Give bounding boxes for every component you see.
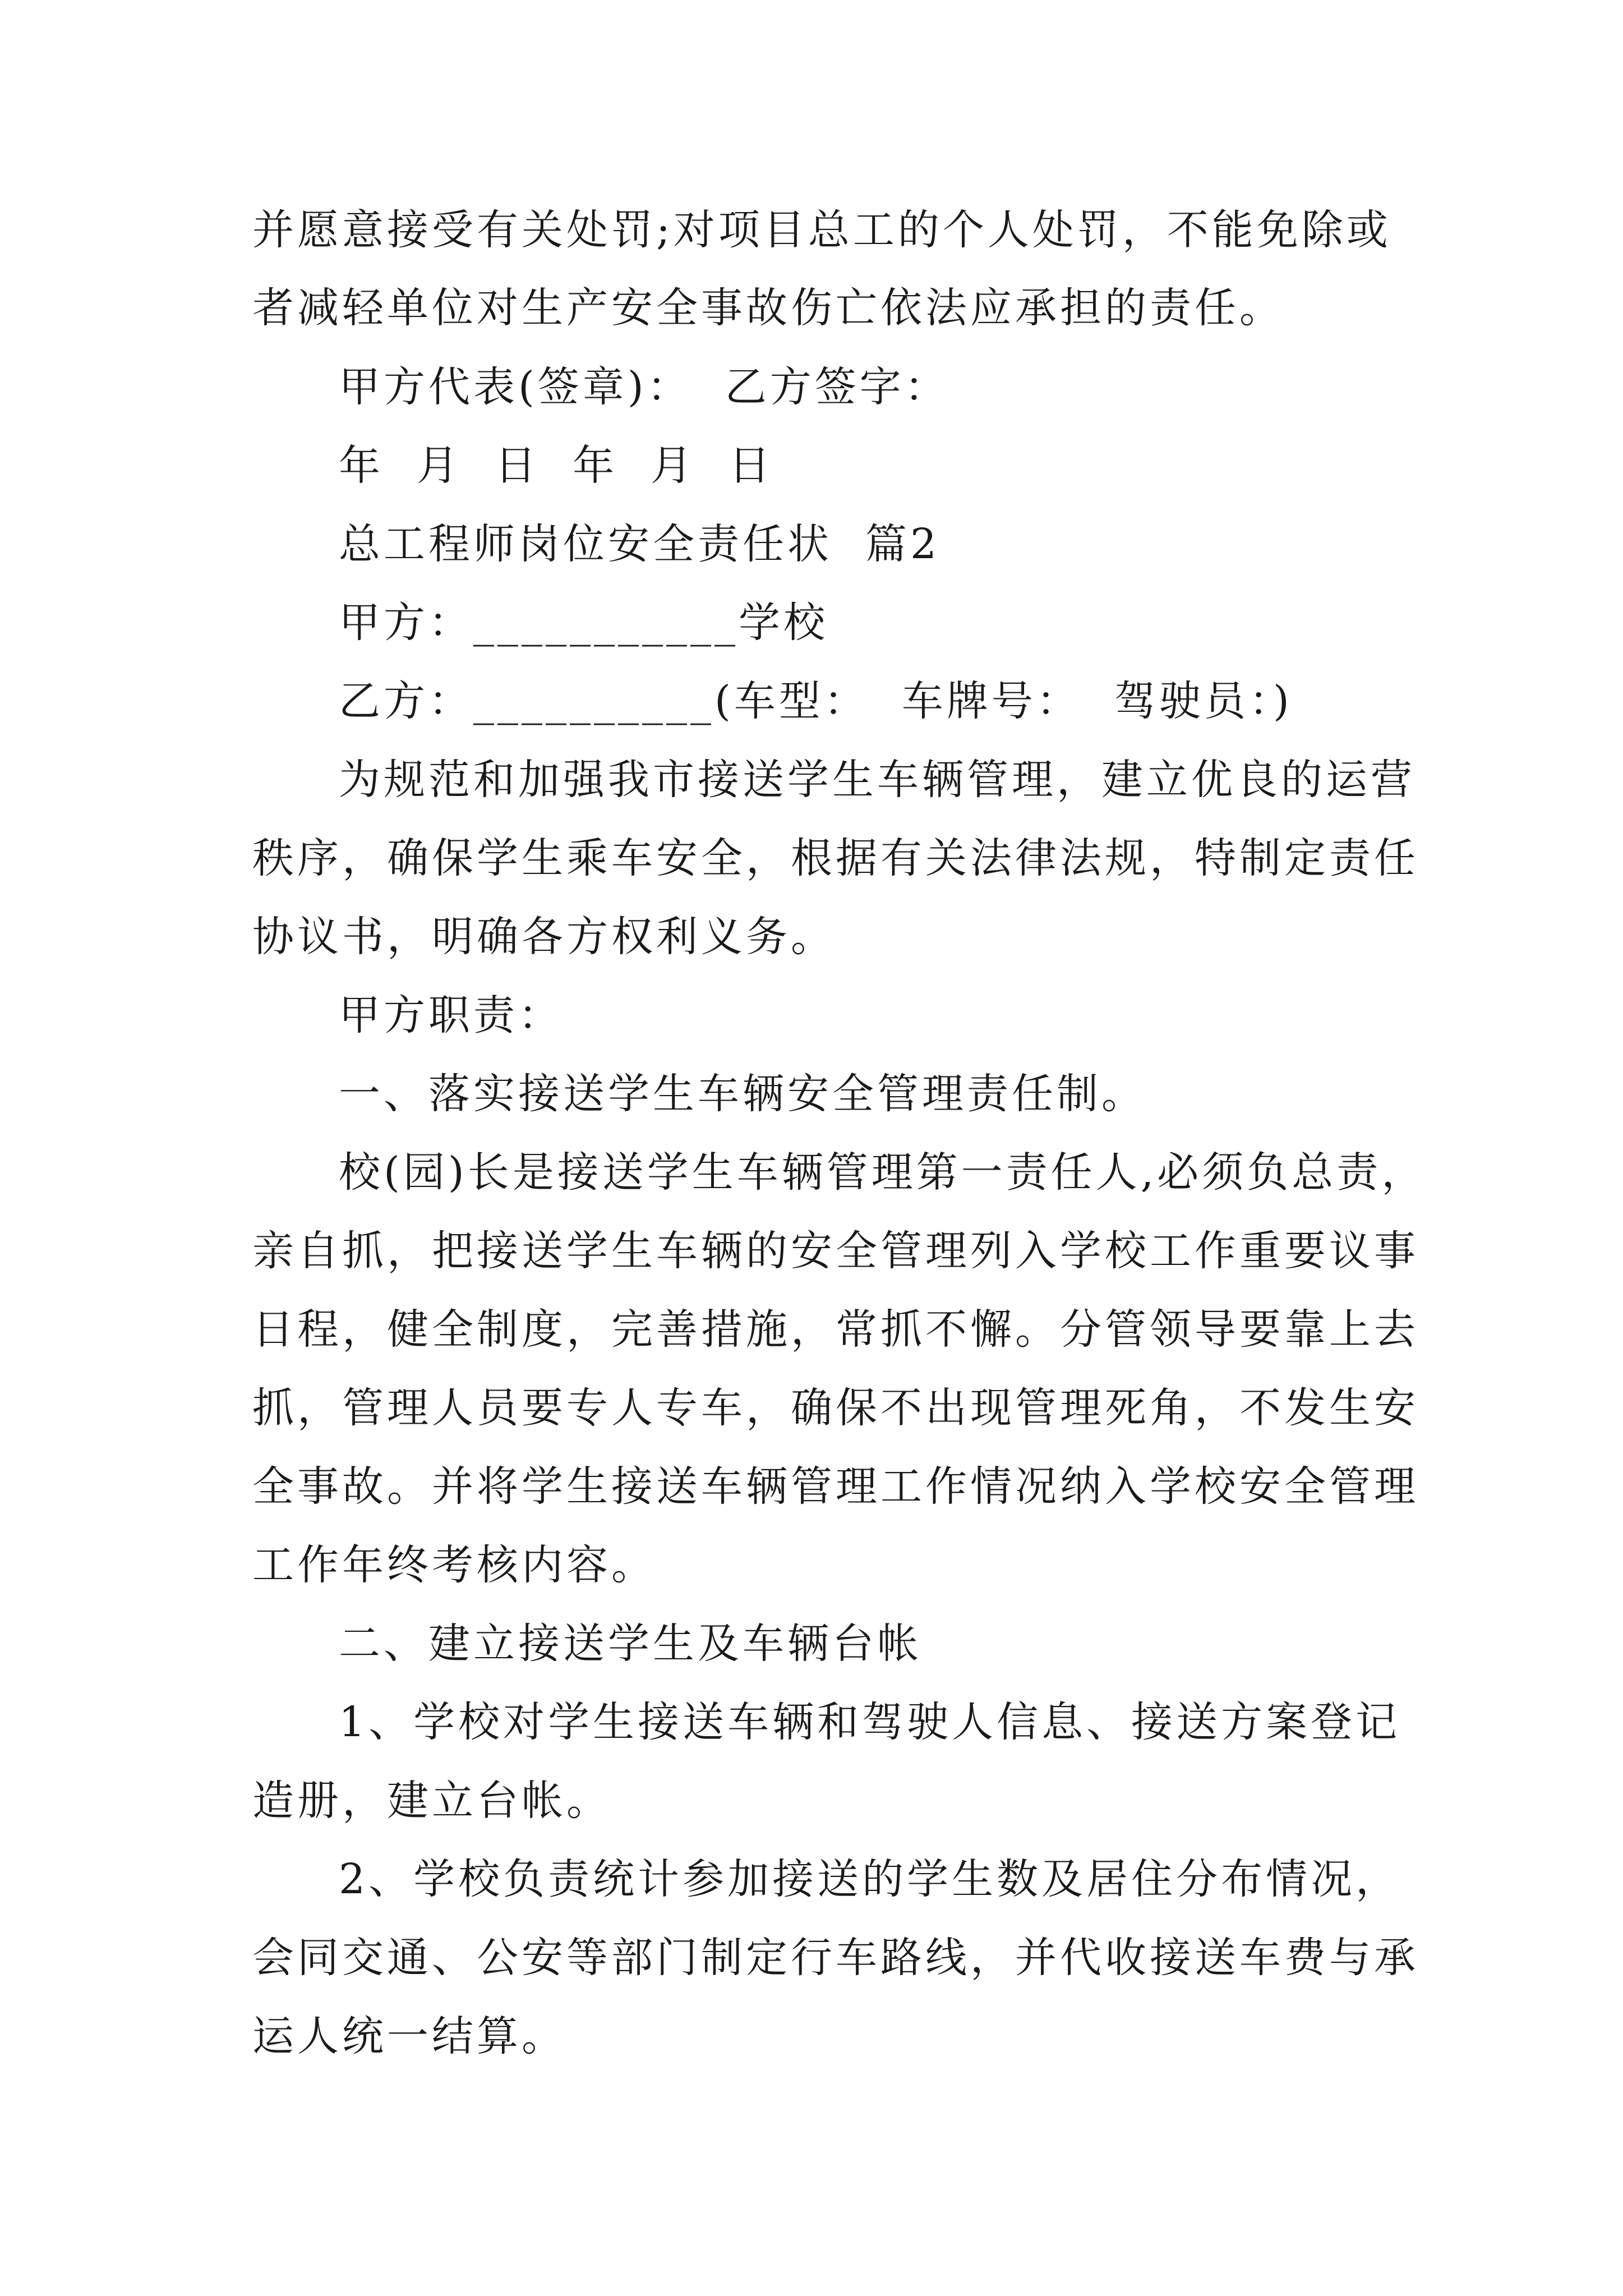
text-line: 会同交通、公安等部门制定行车路线，并代收接送车费与承 bbox=[252, 1934, 1419, 1982]
signature-label-line: 甲方代表(签章)： 乙方签字： bbox=[339, 363, 949, 411]
date-line: 年 月 日 年 月 日 bbox=[339, 441, 774, 490]
subheading: 甲方职责： bbox=[339, 991, 563, 1039]
party-a-line: 甲方：___________学校 bbox=[339, 599, 828, 647]
text-line: 运人统一结算。 bbox=[252, 2012, 566, 2060]
text-line: 校(园)长是接送学生车辆管理第一责任人,必须负总责， bbox=[339, 1148, 1427, 1197]
text-line: 造册，建立台帐。 bbox=[252, 1777, 611, 1825]
text-line: 协议书，明确各方权利义务。 bbox=[252, 913, 836, 961]
text-line: 者减轻单位对生产安全事故伤亡依法应承担的责任。 bbox=[252, 284, 1284, 332]
section-title: 总工程师岗位安全责任状 篇2 bbox=[339, 520, 940, 568]
text-line: 日程，健全制度，完善措施，常抓不懈。分管领导要靠上去 bbox=[252, 1305, 1419, 1354]
text-line: 亲自抓，把接送学生车辆的安全管理列入学校工作重要议事 bbox=[252, 1227, 1419, 1275]
text-line: 2、学校负责统计参加接送的学生数及居住分布情况， bbox=[339, 1855, 1401, 1903]
subheading: 二、建立接送学生及车辆台帐 bbox=[339, 1619, 922, 1668]
text-line: 抓，管理人员要专人专车，确保不出现管理死角，不发生安 bbox=[252, 1384, 1419, 1432]
text-line: 秩序，确保学生乘车安全，根据有关法律法规，特制定责任 bbox=[252, 834, 1419, 882]
text-line: 并愿意接受有关处罚;对项目总工的个人处罚，不能免除或 bbox=[252, 206, 1391, 254]
text-line: 1、学校对学生接送车辆和驾驶人信息、接送方案登记 bbox=[339, 1698, 1401, 1746]
party-b-line: 乙方：__________(车型： 车牌号： 驾驶员：) bbox=[339, 677, 1293, 725]
subheading: 一、落实接送学生车辆安全管理责任制。 bbox=[339, 1070, 1146, 1118]
text-line: 工作年终考核内容。 bbox=[252, 1541, 656, 1589]
text-line: 为规范和加强我市接送学生车辆管理，建立优良的运营 bbox=[339, 756, 1415, 804]
text-line: 全事故。并将学生接送车辆管理工作情况纳入学校安全管理 bbox=[252, 1462, 1419, 1511]
